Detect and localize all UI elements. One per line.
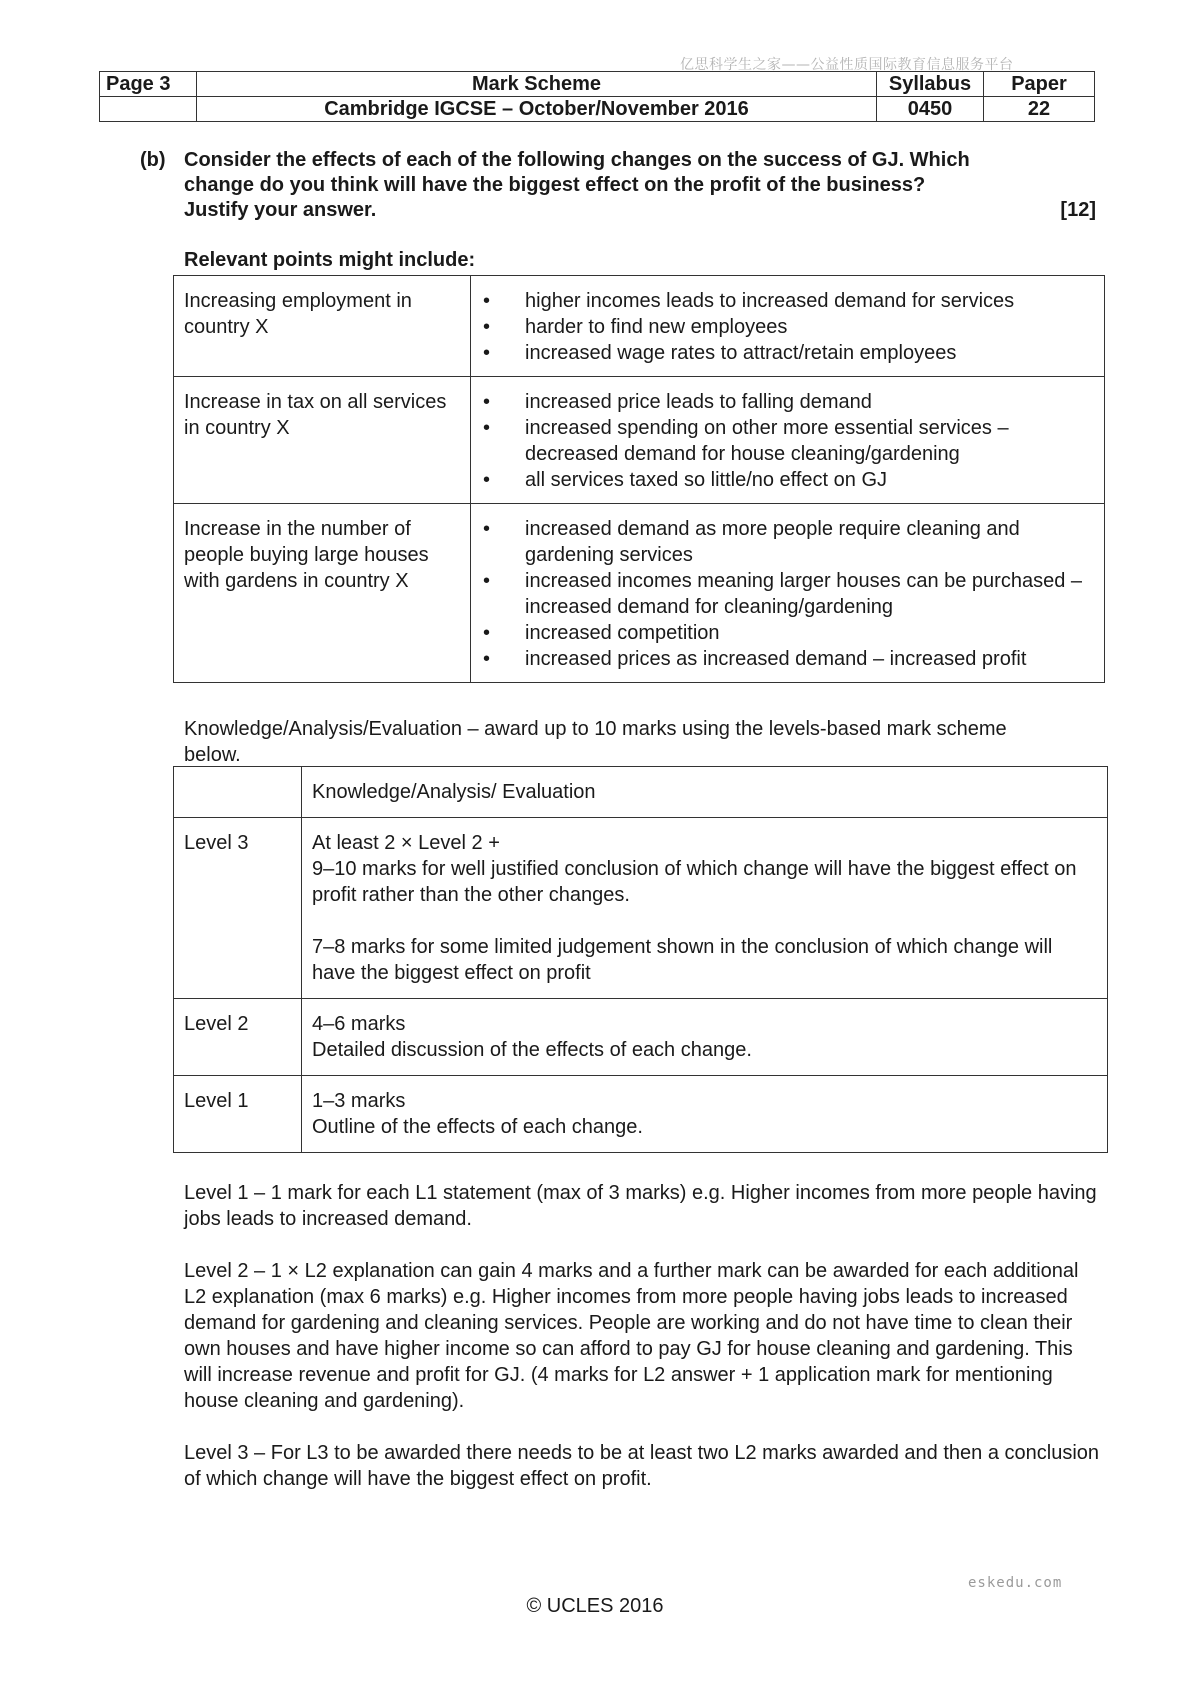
level-label: Level 2 xyxy=(174,999,302,1076)
level-notes xyxy=(184,1180,1104,1518)
list-item: • increased incomes meaning larger houses can be purchased – increased demand for cleaning/gardening xyxy=(481,568,1094,620)
page-number: Page 3 xyxy=(100,72,197,97)
change-cell: Increase in the number of people buying large houses with gardens in country X xyxy=(174,504,471,683)
effects-list xyxy=(481,516,1094,672)
note-paragraph: Level 3 – For L3 to be awarded there needs to be at least two L2 marks awarded and then a conclusion of which change will have the biggest effect on profit. xyxy=(184,1442,1100,1490)
level-descriptor xyxy=(302,999,1108,1076)
change-cell: Increase in tax on all services in country X xyxy=(174,377,471,504)
list-item: • increased wage rates to attract/retain employees xyxy=(481,340,1094,366)
level-line: 7–8 marks for some limited judgement shown in the conclusion of which change will have the biggest effect on profit xyxy=(312,936,1053,984)
list-item: • increased competition xyxy=(481,620,1094,646)
table-row xyxy=(174,1076,1108,1153)
header-empty-cell xyxy=(100,97,197,122)
level-label: Level 3 xyxy=(174,818,302,999)
bottom-watermark: eskedu.com xyxy=(968,1575,1063,1591)
question-label: (b) xyxy=(140,149,166,171)
level-line: Detailed discussion of the effects of each change. xyxy=(312,1039,752,1061)
note-paragraph: Level 2 – 1 × L2 explanation can gain 4 marks and a further mark can be awarded for each additional L2 explanation (max 6 marks) e.g. Higher incomes from more people having jobs leads to increased demand for gardening and cleaning services. People are working and do not have time to clean their own houses and have higher income so can afford to pay GJ for house cleaning and gardening. This will increase revenue and profit for GJ. (4 marks for L2 answer + 1 application mark for mentioning house cleaning and gardening). xyxy=(184,1260,1079,1412)
list-item: • increased prices as increased demand – increased profit xyxy=(481,646,1094,672)
table-row xyxy=(174,504,1105,683)
table-row xyxy=(174,818,1108,999)
table-row xyxy=(174,999,1108,1076)
list-item: • increased spending on other more essential services – decreased demand for house cleaning/gardening xyxy=(481,415,1094,467)
effects-list xyxy=(481,389,1094,493)
list-item: • higher incomes leads to increased demand for services xyxy=(481,288,1094,314)
table-row xyxy=(174,276,1105,377)
question-marks: [12] xyxy=(1060,199,1096,221)
syllabus-label: Syllabus xyxy=(877,72,984,97)
level-line: 1–3 marks xyxy=(312,1090,406,1112)
level-descriptor xyxy=(302,1076,1108,1153)
levels-header-empty-cell xyxy=(174,767,302,818)
effects-cell xyxy=(471,377,1105,504)
change-cell: Increasing employment in country X xyxy=(174,276,471,377)
table-row xyxy=(174,377,1105,504)
list-item: • harder to find new employees xyxy=(481,314,1094,340)
level-line: 4–6 marks xyxy=(312,1013,406,1035)
syllabus-code: 0450 xyxy=(877,97,984,122)
levels-intro: Knowledge/Analysis/Evaluation – award up to 10 marks using the levels-based mark scheme below. xyxy=(184,718,1007,766)
question-text: Consider the effects of each of the following changes on the success of GJ. Which change do you think will have the biggest effect on the profit of the business? Justify your answer. xyxy=(184,149,970,221)
top-watermark: 亿思科学生之家——公益性质国际教育信息服务平台 xyxy=(680,57,1014,73)
exam-session: Cambridge IGCSE – October/November 2016 xyxy=(197,97,877,122)
copyright-footer: © UCLES 2016 xyxy=(526,1595,664,1617)
paper-label: Paper xyxy=(984,72,1095,97)
effects-list xyxy=(481,288,1094,366)
note-paragraph: Level 1 – 1 mark for each L1 statement (max of 3 marks) e.g. Higher incomes from more people having jobs leads to increased demand. xyxy=(184,1182,1097,1230)
effects-cell xyxy=(471,504,1105,683)
list-item: • increased demand as more people require cleaning and gardening services xyxy=(481,516,1094,568)
question-block xyxy=(140,148,1096,223)
list-item: • increased price leads to falling demand xyxy=(481,389,1094,415)
level-line: Outline of the effects of each change. xyxy=(312,1116,643,1138)
list-item: • all services taxed so little/no effect on GJ xyxy=(481,467,1094,493)
level-line: At least 2 × Level 2 + xyxy=(312,832,500,854)
document-title: Mark Scheme xyxy=(197,72,877,97)
levels-table xyxy=(173,766,1108,1153)
level-line: 9–10 marks for well justified conclusion of which change will have the biggest effect on profit rather than the other changes. xyxy=(312,858,1077,906)
effects-cell xyxy=(471,276,1105,377)
relevant-points-table xyxy=(173,275,1105,683)
levels-header: Knowledge/Analysis/ Evaluation xyxy=(302,767,1108,818)
level-descriptor xyxy=(302,818,1108,999)
table-row xyxy=(174,767,1108,818)
paper-number: 22 xyxy=(984,97,1095,122)
level-label: Level 1 xyxy=(174,1076,302,1153)
relevant-points-heading: Relevant points might include: xyxy=(184,249,476,271)
header-table xyxy=(99,71,1095,122)
